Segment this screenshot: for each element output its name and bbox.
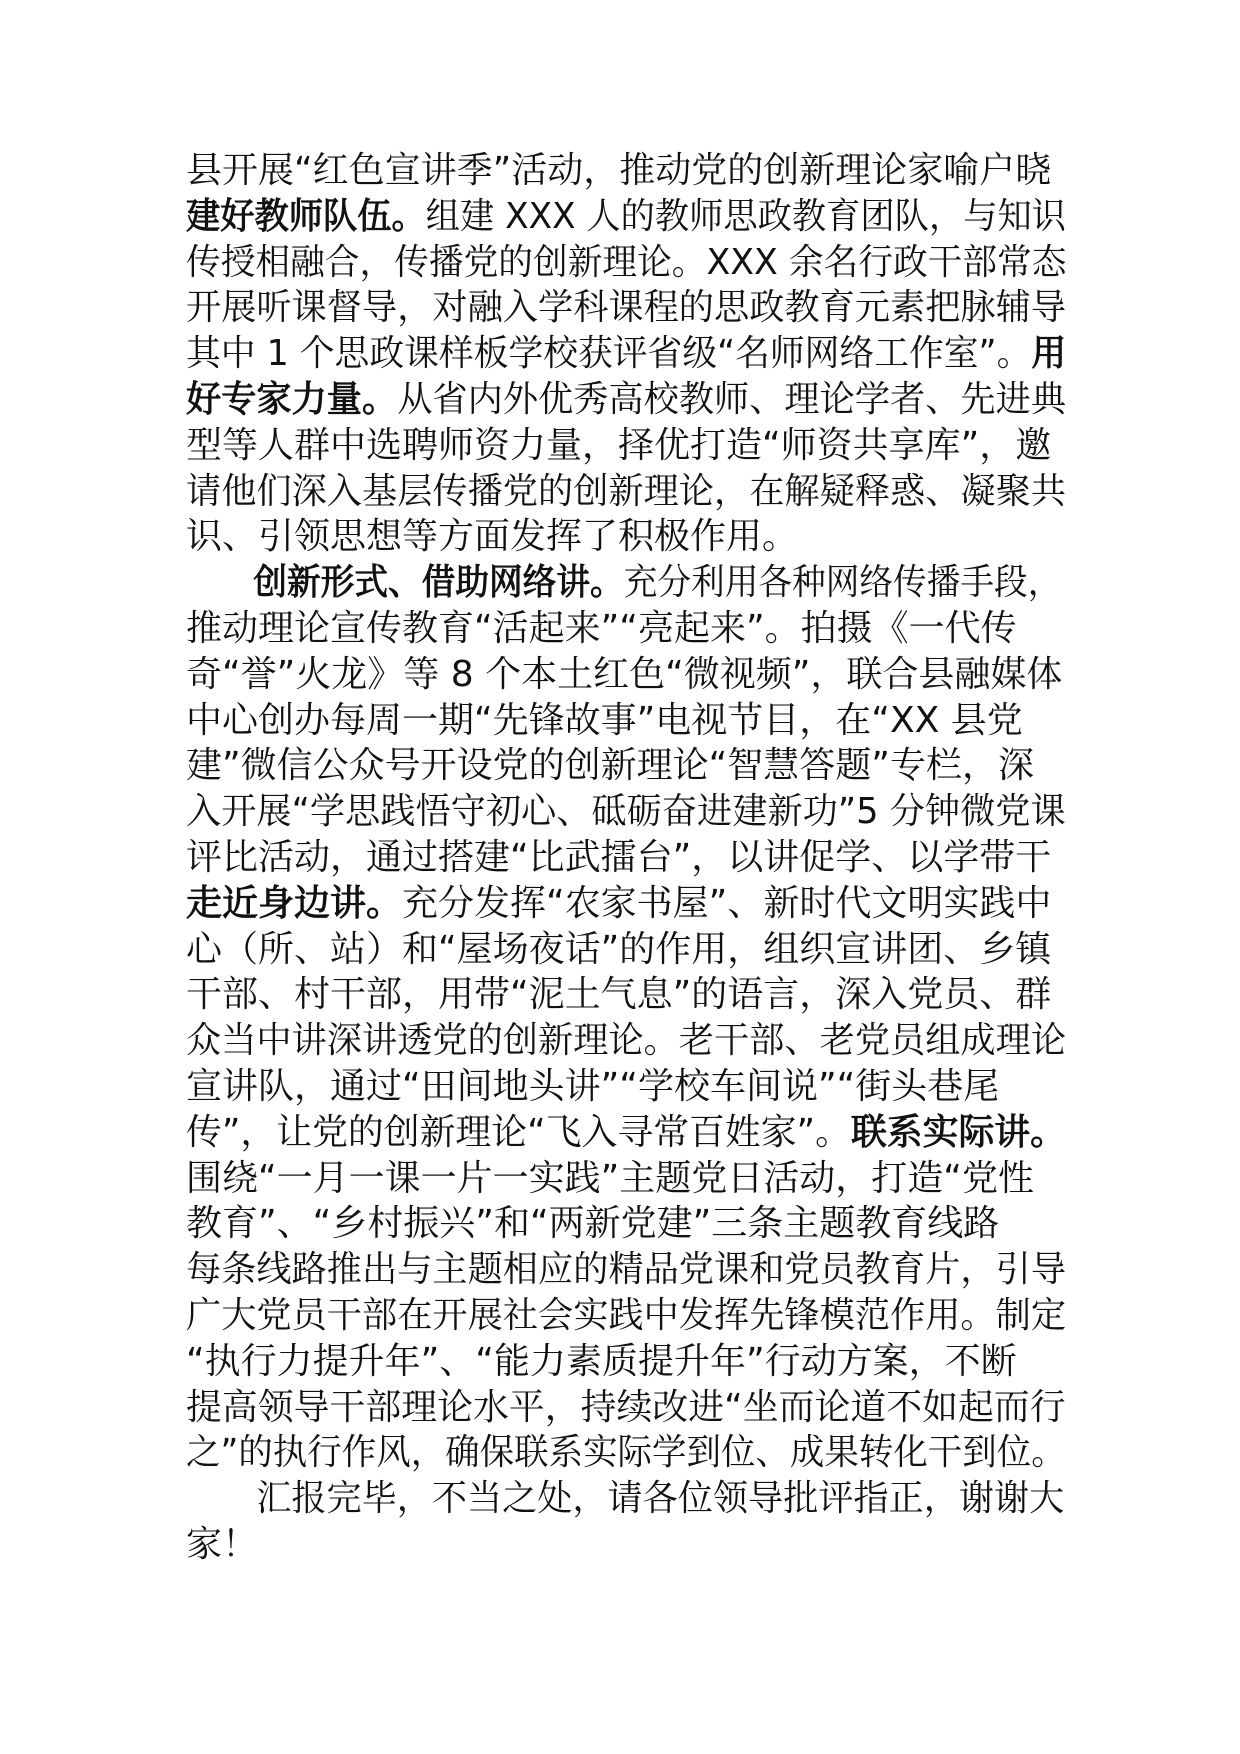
body-text: 传授相融合，传播党的创新理论。XXX 余名行政干部常态 — [186, 241, 1067, 283]
body-text: 奇“誉”火龙》等 8 个本土红色“微视频”，联合县融媒体 — [186, 653, 1063, 695]
bold-heading-text: 联系实际讲。 — [850, 1111, 1066, 1153]
text-line — [186, 1110, 1066, 1156]
body-text: 组建 XXX 人的教师思政教育团队，与知识 — [425, 195, 1066, 237]
text-line — [186, 1156, 1066, 1202]
body-text: 教育”、“乡村振兴”和“两新党建”三条主题教育线路 — [186, 1203, 1000, 1245]
text-line — [186, 240, 1067, 286]
bold-heading-text: 创新形式、借助网络讲。 — [253, 562, 624, 604]
body-text: 入开展“学思践悟守初心、砥砺奋进建新功”5 分钟微党课 — [186, 791, 1066, 833]
body-text: 众当中讲深讲透党的创新理论。老干部、老党员组成理论 — [186, 1020, 1067, 1062]
text-line — [186, 148, 1066, 194]
text-line — [186, 285, 1067, 331]
body-text: 心（所、站）和“屋场夜话”的作用，组织宣讲团、乡镇 — [186, 928, 1052, 970]
text-line — [186, 423, 1066, 469]
text-line — [186, 560, 1062, 606]
text-line — [186, 881, 1066, 927]
body-text: 提高领导干部理论水平，持续改进“坐而论道不如起而行 — [186, 1386, 1066, 1428]
body-text: 从省内外优秀高校教师、理论学者、先进典 — [397, 378, 1067, 420]
text-line — [186, 1064, 1066, 1110]
text-line — [186, 1476, 1065, 1522]
text-line — [186, 698, 1066, 744]
text-line — [186, 377, 1067, 423]
body-text: 家！ — [186, 1523, 259, 1565]
body-text: 开展听课督导，对融入学科课程的思政教育元素把脉辅导 — [186, 287, 1067, 329]
text-line — [186, 1201, 1066, 1247]
text-line — [186, 1385, 1066, 1431]
text-line — [186, 972, 1066, 1018]
body-text: 广大党员干部在开展社会实践中发挥先锋模范作用。制定 — [186, 1294, 1067, 1336]
bold-heading-text: 用 — [1031, 333, 1067, 375]
text-line — [186, 1293, 1067, 1339]
body-text: 识、引领思想等方面发挥了积极作用。 — [186, 516, 799, 558]
body-text: 汇报完毕，不当之处，请各位领导批评指正，谢谢大 — [256, 1478, 1065, 1520]
body-text: 传”，让党的创新理论“飞入寻常百姓家”。 — [186, 1111, 851, 1153]
text-line — [186, 1018, 1067, 1064]
text-line — [186, 789, 1066, 835]
text-line — [186, 652, 1066, 698]
text-line — [186, 835, 1066, 881]
body-text: 推动理论宣传教育“活起来”“亮起来”。拍摄《一代传 — [186, 607, 1017, 649]
body-text: 宣讲队，通过“田间地头讲”“学校车间说”“街头巷尾 — [186, 1065, 1000, 1107]
body-text: 每条线路推出与主题相应的精品党课和党员教育片，引导 — [186, 1249, 1067, 1291]
body-text: 之”的执行作风，确保联系实际学到位、成果转化干到位。 — [186, 1432, 1066, 1474]
text-line — [186, 1522, 1066, 1568]
text-line — [186, 1430, 1066, 1476]
document-page — [186, 148, 1066, 1568]
bold-heading-text: 走近身边讲。 — [186, 882, 403, 924]
text-line — [186, 927, 1066, 973]
text-line — [186, 1339, 1066, 1385]
text-line — [186, 743, 1066, 789]
body-text: 评比活动，通过搭建“比武擂台”，以讲促学、以学带干 — [186, 836, 1052, 878]
text-line — [186, 469, 1067, 515]
body-text: 建”微信公众号开设党的创新理论“智慧答题”专栏，深 — [186, 745, 1034, 787]
body-text: 充分利用各种网络传播手段， — [623, 562, 1062, 604]
text-line — [186, 606, 1066, 652]
text-line — [186, 514, 1066, 560]
bold-heading-text: 建好教师队伍。 — [186, 195, 426, 237]
body-text: 型等人群中选聘师资力量，择优打造“师资共享库”，邀 — [186, 424, 1052, 466]
bold-heading-text: 好专家力量。 — [186, 378, 398, 420]
body-text: 充分发挥“农家书屋”、新时代文明实践中 — [402, 882, 1052, 924]
text-line — [186, 331, 1067, 377]
text-line — [186, 194, 1066, 240]
text-line — [186, 1247, 1067, 1293]
body-text: 县开展“红色宣讲季”活动，推动党的创新理论家喻户晓 — [186, 150, 1052, 191]
body-text: 其中 1 个思政课样板学校获评省级“名师网络工作室”。 — [186, 333, 1032, 375]
body-text: 请他们深入基层传播党的创新理论，在解疑释惑、凝聚共 — [186, 470, 1067, 512]
body-text: 中心创办每周一期“先锋故事”电视节目，在“XX 县党 — [186, 699, 1023, 741]
body-text: 围绕“一月一课一片一实践”主题党日活动，打造“党性 — [186, 1157, 1034, 1199]
body-text: 干部、村干部，用带“泥土气息”的语言，深入党员、群 — [186, 974, 1052, 1016]
body-text: “执行力提升年”、“能力素质提升年”行动方案，不断 — [186, 1340, 1017, 1382]
